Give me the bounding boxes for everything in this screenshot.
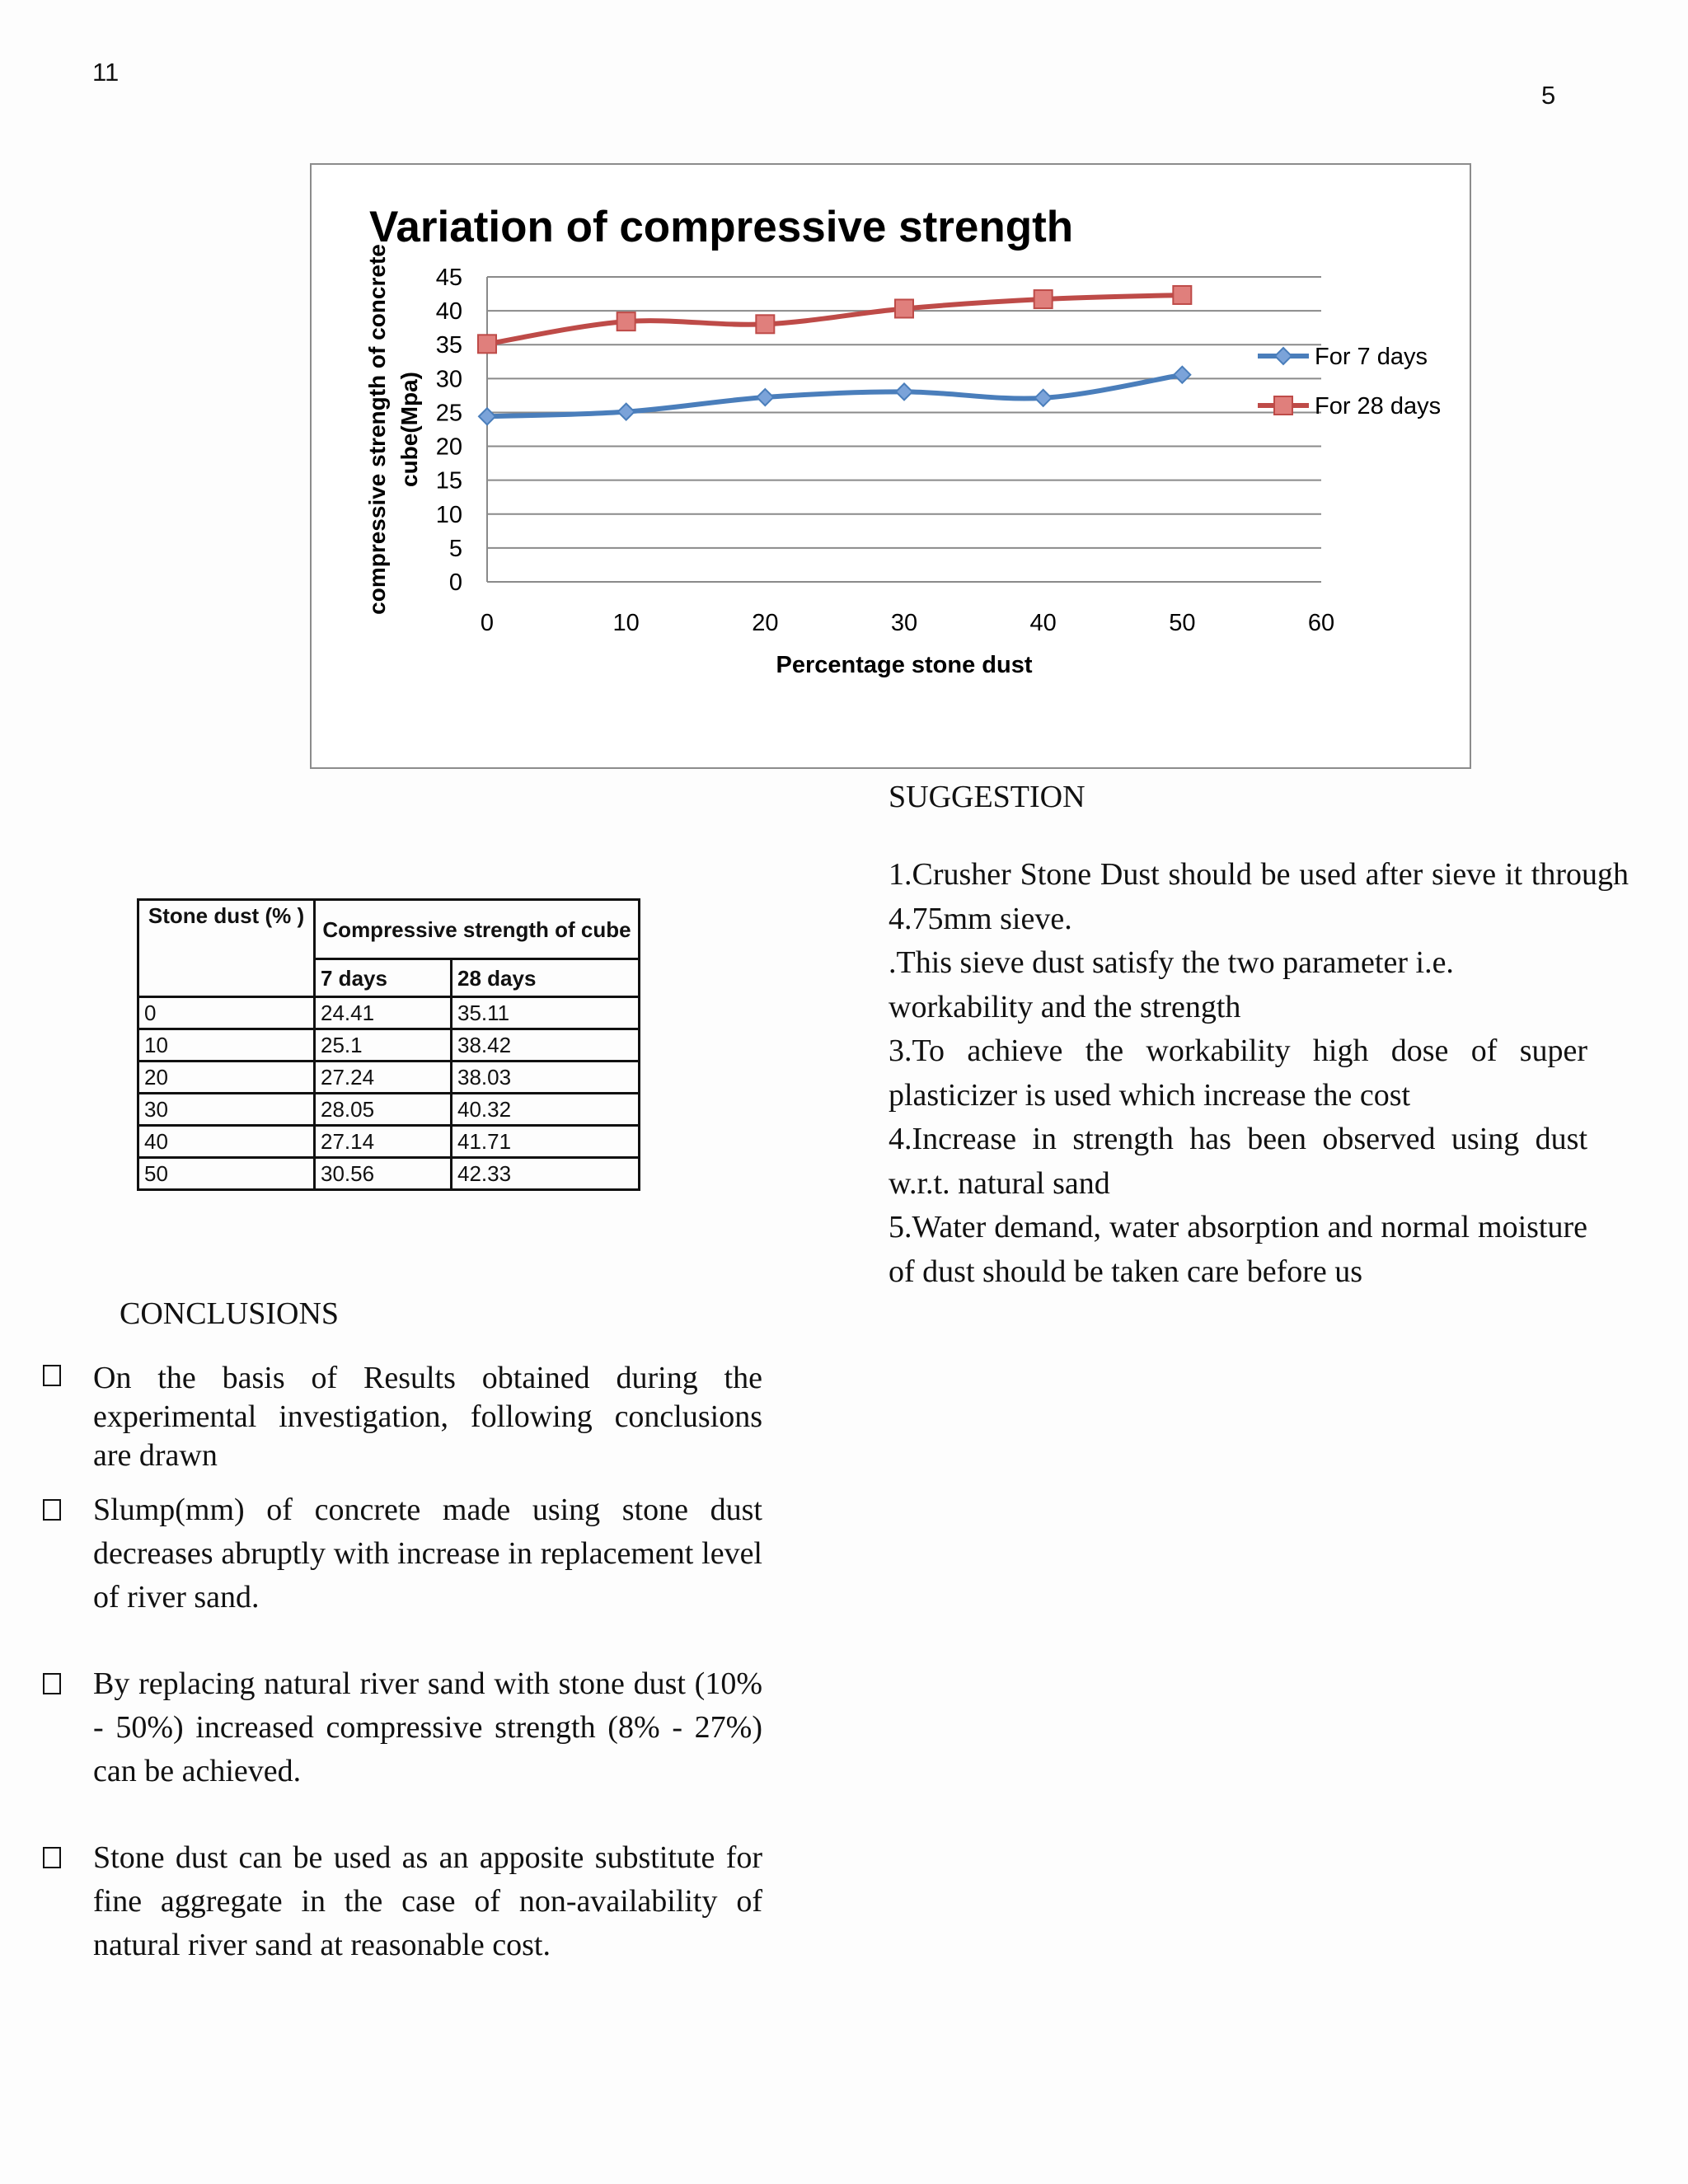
suggestion-item-2b: workability and the strength (889, 989, 1241, 1024)
header-stone-dust: Stone dust (% ) (138, 900, 315, 997)
data-point-28-days (1034, 290, 1053, 308)
data-point-7-days (1174, 367, 1190, 383)
header-7-days: 7 days (315, 959, 452, 997)
x-tick-label: 60 (1307, 610, 1335, 636)
cell-dust: 50 (138, 1158, 315, 1190)
x-axis-title: Percentage stone dust (776, 652, 1033, 678)
cell-28-days: 41.71 (452, 1126, 640, 1158)
cell-7-days: 24.41 (315, 997, 452, 1029)
series-line-28-days (487, 295, 1182, 344)
data-point-28-days (1173, 286, 1191, 304)
data-point-28-days (478, 335, 496, 353)
page-number-left: 11 (92, 58, 120, 87)
bullet-box-icon (43, 1673, 61, 1694)
cell-dust: 0 (138, 997, 315, 1029)
conclusion-item-2: Slump(mm) of concrete made using stone dust decreases abruptly with increase in replacement level of river sand. (93, 1493, 762, 1615)
cell-dust: 40 (138, 1126, 315, 1158)
legend-marker (1274, 396, 1292, 415)
y-axis-title-line2: cube(Mpa) (396, 372, 422, 487)
conclusion-item-1: On the basis of Results obtained during the experimental investigation, following conclusions are drawn (93, 1361, 762, 1473)
y-tick-label: 15 (435, 467, 462, 494)
y-axis-title-line1: compressive strength of concrete (364, 244, 390, 615)
data-point-7-days (757, 389, 773, 405)
suggestion-item-5: 5.Water demand, water absorption and normal moisture of dust should be taken care before us (889, 1210, 1587, 1289)
cell-28-days: 42.33 (452, 1158, 640, 1190)
y-tick-label: 35 (435, 332, 462, 359)
suggestion-item-4: 4.Increase in strength has been observed using dust w.r.t. natural sand (889, 1122, 1587, 1201)
bullet-box-icon (43, 1847, 61, 1868)
header-compressive-strength: Compressive strength of cube (315, 900, 640, 959)
data-point-28-days (895, 299, 913, 317)
bullet-box-icon (43, 1499, 61, 1521)
cell-7-days: 27.14 (315, 1126, 452, 1158)
suggestion-item-1: 1.Crusher Stone Dust should be used after sieve it through 4.75mm sieve. (889, 857, 1629, 936)
bullet-box-icon (43, 1365, 61, 1386)
page-number-right: 5 (1541, 81, 1556, 110)
cell-28-days: 40.32 (452, 1094, 640, 1126)
y-tick-label: 20 (435, 434, 462, 461)
cell-dust: 20 (138, 1062, 315, 1094)
strength-table (137, 898, 640, 1191)
y-tick-label: 5 (448, 535, 462, 562)
data-point-28-days (617, 312, 635, 330)
suggestion-item-3: 3.To achieve the workability high dose of super plasticizer is used which increase the cost (889, 1033, 1587, 1113)
cell-7-days: 30.56 (315, 1158, 452, 1190)
series-line-7-days (487, 375, 1182, 417)
header-28-days: 28 days (452, 959, 640, 997)
x-tick-label: 20 (752, 610, 779, 636)
table-row (138, 1094, 640, 1126)
suggestion-list (889, 853, 1629, 1294)
cell-dust: 30 (138, 1094, 315, 1126)
chart-title: Variation of compressive strength (369, 203, 1074, 251)
y-tick-label: 30 (435, 366, 462, 393)
cell-7-days: 28.05 (315, 1094, 452, 1126)
y-tick-label: 10 (435, 501, 462, 528)
y-tick-label: 40 (435, 298, 462, 326)
conclusions-heading: CONCLUSIONS (120, 1296, 340, 1331)
cell-7-days: 27.24 (315, 1062, 452, 1094)
cell-7-days: 25.1 (315, 1029, 452, 1062)
x-tick-label: 40 (1029, 610, 1057, 636)
table-row (138, 1158, 640, 1190)
line-chart (312, 165, 1470, 767)
cell-28-days: 38.42 (452, 1029, 640, 1062)
x-tick-label: 0 (480, 610, 495, 636)
chart-frame (310, 163, 1471, 769)
suggestion-heading: SUGGESTION (889, 780, 1085, 814)
data-point-7-days (618, 404, 635, 420)
y-tick-label: 45 (435, 265, 462, 291)
cell-28-days: 35.11 (452, 997, 640, 1029)
legend-label: For 28 days (1315, 393, 1442, 419)
table-row (138, 1062, 640, 1094)
cell-dust: 10 (138, 1029, 315, 1062)
table-row (138, 1126, 640, 1158)
conclusion-item-4: Stone dust can be used as an apposite substitute for fine aggregate in the case of non-availability of natural river sand at reasonable cost. (93, 1840, 762, 1962)
data-point-28-days (756, 315, 774, 333)
table-row (138, 997, 640, 1029)
data-point-7-days (1035, 390, 1052, 406)
y-tick-label: 0 (448, 569, 462, 596)
cell-28-days: 38.03 (452, 1062, 640, 1094)
suggestion-item-2a: .This sieve dust satisfy the two parameter i.e. (889, 945, 1454, 980)
y-tick-label: 25 (435, 400, 462, 427)
x-tick-label: 50 (1169, 610, 1196, 636)
data-point-7-days (479, 408, 495, 424)
data-point-7-days (896, 383, 912, 400)
legend-marker (1275, 348, 1292, 364)
table-row (138, 1029, 640, 1062)
conclusion-item-3: By replacing natural river sand with stone dust (10% - 50%) increased compressive strength (8% - 27%) can be achieved. (93, 1666, 762, 1788)
x-tick-label: 10 (612, 610, 640, 636)
x-tick-label: 30 (890, 610, 918, 636)
legend-label: For 7 days (1315, 344, 1428, 370)
